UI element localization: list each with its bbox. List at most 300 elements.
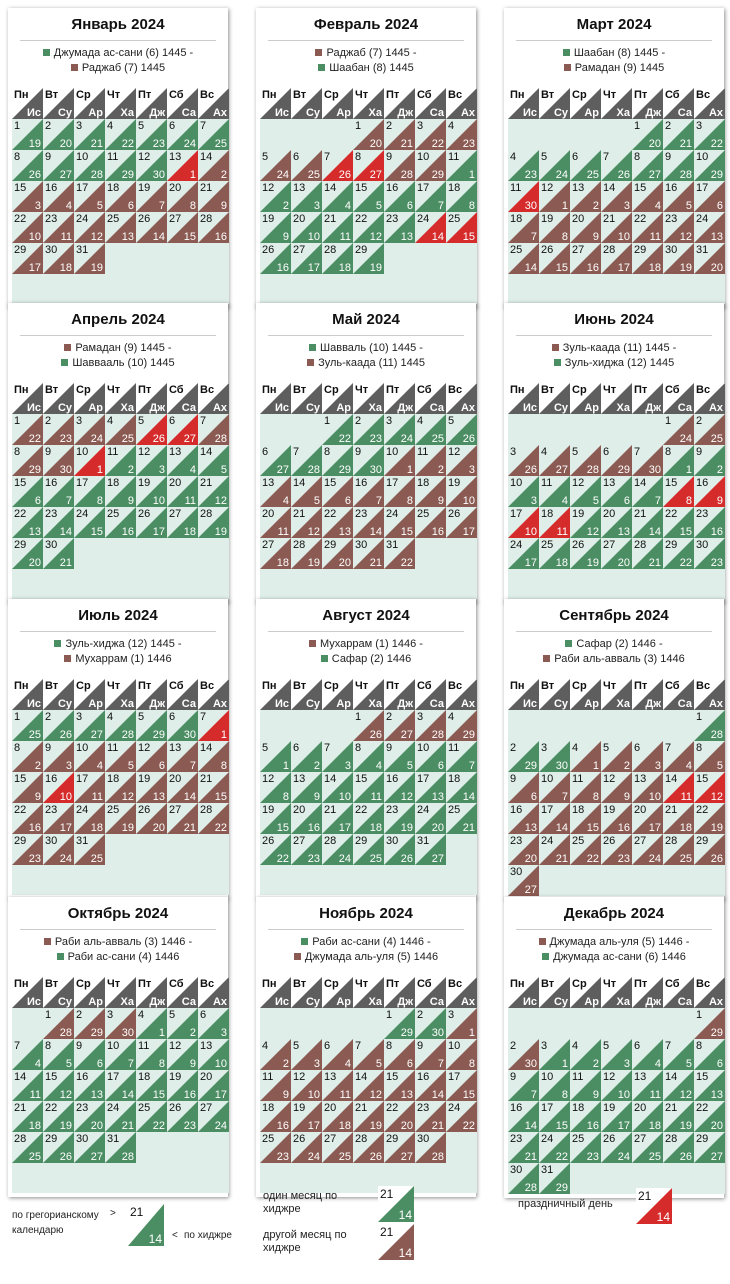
legend-swatch	[294, 953, 301, 960]
hijri-day: 10	[648, 791, 661, 803]
hijri-day: 17	[152, 526, 165, 538]
gregorian-day: 8	[14, 742, 21, 754]
hijri-day: 10	[462, 495, 475, 507]
hijri-day: 22	[462, 1120, 475, 1132]
hijri-day: 23	[369, 433, 382, 445]
month-legend-item	[504, 951, 724, 963]
gregorian-day: Чт	[107, 680, 121, 692]
day-cell	[508, 1039, 539, 1070]
hijri-day: 11	[339, 1089, 351, 1101]
hijri-day: 15	[90, 526, 103, 538]
day-cell	[12, 119, 43, 150]
month-grid	[12, 383, 229, 599]
title-divider	[20, 929, 216, 930]
gregorian-day: 23	[665, 213, 678, 225]
gregorian-day: Чт	[355, 680, 369, 692]
hijri-day: 26	[28, 169, 41, 181]
hijri-day: 24	[338, 853, 351, 865]
gregorian-day: 2	[386, 711, 393, 723]
hijri-day: 13	[524, 822, 537, 834]
hijri-day: 22	[121, 138, 134, 150]
gregorian-day: 6	[572, 151, 579, 163]
weekday-header	[74, 88, 105, 119]
day-cell	[570, 834, 601, 865]
day-cell	[415, 834, 446, 865]
day-cell	[167, 212, 198, 243]
hijri-day: 5	[96, 200, 103, 212]
hijri-day: 22	[431, 138, 444, 150]
hijri-day: 7	[468, 760, 475, 772]
hijri-day: 8	[189, 200, 196, 212]
hijri-day: Ис	[26, 402, 41, 414]
hijri-day: 13	[90, 1089, 103, 1101]
gregorian-day: 11	[107, 446, 119, 458]
gregorian-day: 4	[262, 1040, 269, 1052]
day-cell	[570, 1101, 601, 1132]
gregorian-day: 8	[634, 151, 641, 163]
day-cell	[415, 1101, 446, 1132]
hijri-day: 9	[592, 1089, 599, 1101]
gregorian-day: Сб	[665, 978, 680, 990]
legend-swatch	[318, 64, 325, 71]
gregorian-day: 9	[45, 151, 52, 163]
weekday-header	[570, 977, 601, 1008]
gregorian-day: 20	[169, 182, 182, 194]
gregorian-day: 5	[138, 120, 145, 132]
day-cell	[446, 741, 477, 772]
hijri-day: 22	[400, 557, 413, 569]
hijri-day: 21	[679, 138, 692, 150]
legend-text: Сафар (2) 1446 -	[576, 638, 663, 650]
day-cell	[446, 507, 477, 538]
day-cell	[136, 150, 167, 181]
hijri-day: 28	[524, 1182, 537, 1194]
gregorian-day: 17	[76, 773, 89, 785]
day-cell	[632, 212, 663, 243]
day-cell	[322, 834, 353, 865]
legend-text: Мухаррам (1) 1446 -	[320, 638, 423, 650]
gregorian-day: 2	[510, 1040, 517, 1052]
day-cell	[74, 834, 105, 865]
gregorian-day: 3	[510, 446, 517, 458]
gregorian-day: 13	[634, 1071, 647, 1083]
gregorian-day: 4	[448, 711, 455, 723]
gregorian-day: 31	[541, 1164, 554, 1176]
hijri-day: 14	[462, 791, 475, 803]
gregorian-day: 3	[76, 711, 83, 723]
gregorian-day: Вт	[541, 384, 555, 396]
gregorian-day: Чт	[603, 680, 617, 692]
gregorian-day: Пн	[510, 384, 525, 396]
gregorian-day: 30	[417, 1133, 430, 1145]
gregorian-day: 10	[510, 477, 523, 489]
gregorian-day: 15	[14, 182, 27, 194]
gregorian-day: 17	[510, 508, 523, 520]
day-cell	[43, 803, 74, 834]
gregorian-day: Чт	[107, 978, 121, 990]
gregorian-day: 26	[603, 835, 616, 847]
weekday-header	[260, 383, 291, 414]
hijri-day: 29	[462, 729, 475, 741]
hijri-day: 14	[648, 526, 661, 538]
hijri-day: 27	[431, 853, 444, 865]
legend-swatch	[563, 49, 570, 56]
month-card	[504, 897, 724, 1198]
hijri-day: Ха	[616, 698, 630, 710]
hijri-day: 28	[710, 729, 723, 741]
hijri-day: 24	[648, 853, 661, 865]
hijri-day: 1	[685, 464, 692, 476]
day-cell	[601, 1132, 632, 1163]
hijri-day: 8	[220, 760, 227, 772]
hijri-day: 5	[65, 1058, 72, 1070]
gregorian-day: 28	[200, 804, 213, 816]
holiday-example	[636, 1188, 672, 1224]
gregorian-day: 7	[355, 1040, 362, 1052]
hijri-day: 12	[369, 1089, 382, 1101]
day-cell	[694, 243, 725, 274]
gregorian-day: 21	[603, 213, 616, 225]
gregorian-day: 8	[355, 151, 362, 163]
hijri-day: Ха	[368, 996, 382, 1008]
hijri-day: 6	[716, 200, 723, 212]
hijri-day: 2	[592, 200, 599, 212]
weekday-header	[415, 383, 446, 414]
day-cell	[260, 1132, 291, 1163]
hijri-day: 14	[524, 1120, 537, 1132]
day-cell	[43, 212, 74, 243]
day-cell	[260, 1070, 291, 1101]
hijri-day: Су	[305, 698, 320, 710]
weekday-header	[663, 679, 694, 710]
hijri-day: 1	[561, 200, 568, 212]
hijri-day: 9	[282, 1089, 289, 1101]
legend-text: Раби аль-авваль (3) 1446	[554, 653, 685, 665]
month-card	[8, 8, 228, 308]
hijri-day: 18	[338, 1120, 351, 1132]
gregorian-arrow: >	[110, 1208, 116, 1219]
hijri-day: 21	[462, 822, 475, 834]
gregorian-day: 20	[200, 1071, 213, 1083]
month-title: Май 2024	[332, 311, 400, 328]
hijri-day: Ар	[584, 107, 599, 119]
gregorian-day: 14	[634, 477, 647, 489]
hijri-day: Ис	[274, 698, 289, 710]
day-cell	[43, 507, 74, 538]
day-cell	[43, 1039, 74, 1070]
day-cell	[570, 772, 601, 803]
weekday-header	[632, 88, 663, 119]
gregorian-day: 13	[603, 477, 616, 489]
gregorian-day: 30	[510, 866, 523, 878]
gregorian-day: 18	[572, 804, 585, 816]
hijri-day: 24	[90, 433, 103, 445]
gregorian-day: 4	[138, 1009, 145, 1021]
hijri-day: 17	[617, 262, 630, 274]
day-cell	[105, 772, 136, 803]
hijri-day: 16	[617, 822, 630, 834]
hijri-day: 20	[710, 262, 723, 274]
day-cell	[136, 445, 167, 476]
month-legend-item	[256, 936, 476, 948]
hijri-day: 18	[338, 262, 351, 274]
weekday-header	[260, 679, 291, 710]
hijri-day: 5	[127, 760, 134, 772]
hijri-day: 3	[654, 760, 661, 772]
gregorian-day: 26	[138, 804, 151, 816]
day-cell	[384, 476, 415, 507]
hijri-day: 17	[59, 822, 72, 834]
gregorian-day: 16	[45, 182, 58, 194]
day-cell	[198, 150, 229, 181]
hijri-day: Са	[429, 107, 444, 119]
gregorian-day: Пн	[14, 384, 29, 396]
day-cell	[446, 1101, 477, 1132]
month-legend-item	[256, 638, 476, 650]
weekday-header	[43, 383, 74, 414]
day-cell	[12, 445, 43, 476]
month-card	[256, 599, 476, 899]
gregorian-day: 16	[386, 182, 399, 194]
day-cell	[136, 772, 167, 803]
hijri-day: 29	[555, 1182, 568, 1194]
day-cell	[322, 476, 353, 507]
day-cell	[415, 445, 446, 476]
gregorian-day: Вс	[200, 89, 215, 101]
gregorian-day: Чт	[107, 384, 121, 396]
legend-swatch	[54, 640, 61, 647]
gregorian-day: 23	[386, 213, 399, 225]
hijri-day: 11	[29, 1089, 41, 1101]
gregorian-day: 2	[45, 711, 52, 723]
gregorian-day: 21	[638, 1189, 652, 1203]
day-cell	[260, 445, 291, 476]
day-cell	[415, 1039, 446, 1070]
hijri-day: 8	[592, 791, 599, 803]
hijri-day: 26	[59, 1151, 72, 1163]
gregorian-day: 21	[380, 1187, 394, 1201]
hijri-day: 3	[65, 760, 72, 772]
weekday-header	[198, 88, 229, 119]
hijri-day: Са	[429, 996, 444, 1008]
hijri-day: 8	[561, 1089, 568, 1101]
day-cell	[167, 181, 198, 212]
hijri-day: 21	[431, 1120, 444, 1132]
hijri-day: 8	[282, 791, 289, 803]
gregorian-day: 24	[417, 804, 430, 816]
gregorian-day: 23	[510, 835, 523, 847]
hijri-arrow: <	[172, 1230, 178, 1241]
gregorian-day: 19	[138, 477, 151, 489]
weekday-header	[508, 88, 539, 119]
day-cell	[136, 507, 167, 538]
legend-text: Сафар (2) 1446	[331, 653, 412, 665]
gregorian-day: 22	[45, 1102, 58, 1114]
hijri-day: 29	[710, 169, 723, 181]
weekday-header	[570, 679, 601, 710]
hijri-day: 25	[648, 1151, 661, 1163]
month-grid	[260, 88, 477, 304]
day-cell	[415, 150, 446, 181]
gregorian-day: 7	[14, 1040, 21, 1052]
gregorian-day: Пн	[510, 978, 525, 990]
day-cell	[260, 772, 291, 803]
hijri-day: 19	[28, 138, 41, 150]
hijri-day: 15	[679, 526, 692, 538]
day-cell	[105, 150, 136, 181]
gregorian-day: 19	[448, 477, 461, 489]
hijri-day: 25	[28, 1151, 41, 1163]
day-cell	[198, 1039, 229, 1070]
hijri-day: 14	[555, 822, 568, 834]
gregorian-day: Вт	[541, 680, 555, 692]
legend-text: Шаввааль (10) 1445	[72, 357, 175, 369]
weekday-header	[260, 88, 291, 119]
hijri-day: 19	[369, 1120, 382, 1132]
day-cell	[12, 538, 43, 569]
day-cell	[167, 445, 198, 476]
hijri-day: 16	[183, 1089, 196, 1101]
day-cell	[198, 476, 229, 507]
hijri-day: 28	[307, 464, 320, 476]
day-cell	[632, 1132, 663, 1163]
hijri-day: Ах	[708, 698, 723, 710]
hijri-day: 11	[680, 791, 692, 803]
hijri-day: 6	[127, 200, 134, 212]
gregorian-day: Сб	[665, 384, 680, 396]
hijri-day: 25	[710, 433, 723, 445]
day-cell	[694, 1101, 725, 1132]
gregorian-day: 24	[386, 508, 399, 520]
gregorian-day: 10	[541, 773, 554, 785]
hijri-day: 28	[586, 464, 599, 476]
hijri-day: 28	[59, 1027, 72, 1039]
gregorian-day: 8	[14, 446, 21, 458]
day-cell	[136, 741, 167, 772]
weekday-header	[291, 383, 322, 414]
gregorian-day: Ср	[76, 89, 91, 101]
hijri-day: 15	[555, 262, 568, 274]
legend-swatch	[57, 953, 64, 960]
day-cell	[260, 476, 291, 507]
hijri-day: 14	[183, 791, 196, 803]
day-cell	[508, 445, 539, 476]
gregorian-day: Вт	[293, 680, 307, 692]
gregorian-day: 21	[14, 1102, 27, 1114]
legend-swatch	[565, 640, 572, 647]
hijri-day: 13	[710, 231, 723, 243]
gregorian-day: 3	[76, 415, 83, 427]
hijri-day: 2	[313, 760, 320, 772]
hijri-day: 25	[214, 138, 227, 150]
day-cell	[105, 507, 136, 538]
gregorian-day: 12	[262, 773, 275, 785]
hijri-day: 30	[121, 1027, 134, 1039]
gregorian-day: 18	[448, 182, 461, 194]
month-legend-item	[8, 342, 228, 354]
gregorian-day: 15	[696, 773, 709, 785]
day-cell	[198, 445, 229, 476]
hijri-day: 3	[158, 464, 165, 476]
hijri-day: Су	[305, 996, 320, 1008]
day-cell	[446, 710, 477, 741]
day-cell	[663, 1039, 694, 1070]
month-legend-item	[8, 653, 228, 665]
day-cell	[415, 803, 446, 834]
hijri-day: 15	[214, 791, 227, 803]
legend-swatch	[564, 64, 571, 71]
day-cell	[105, 1008, 136, 1039]
day-cell	[322, 772, 353, 803]
gregorian-day: 8	[665, 446, 672, 458]
day-cell	[105, 119, 136, 150]
weekday-header	[12, 679, 43, 710]
hijri-day: Ар	[336, 698, 351, 710]
gregorian-day: 5	[138, 415, 145, 427]
hijri-day: 10	[307, 1089, 320, 1101]
gregorian-day: 22	[14, 804, 27, 816]
gregorian-day: 22	[355, 804, 368, 816]
hijri-day: Ах	[708, 996, 723, 1008]
day-cell	[632, 772, 663, 803]
day-cell	[136, 414, 167, 445]
gregorian-day: 16	[386, 773, 399, 785]
month-legend-item	[504, 653, 724, 665]
hijri-day: 9	[437, 495, 444, 507]
day-cell	[260, 243, 291, 274]
hijri-day: 18	[555, 557, 568, 569]
day-cell	[694, 834, 725, 865]
gregorian-day: 29	[324, 539, 337, 551]
hijri-day: 30	[555, 760, 568, 772]
gregorian-day: 21	[634, 508, 647, 520]
legend-swatch	[315, 49, 322, 56]
month-card	[504, 599, 724, 900]
weekday-header	[322, 88, 353, 119]
hijri-day: Дж	[397, 107, 413, 119]
gregorian-day: 5	[169, 1009, 176, 1021]
hijri-day: Ах	[460, 698, 475, 710]
hijri-day: Су	[553, 107, 568, 119]
day-cell	[539, 1132, 570, 1163]
day-cell	[694, 1132, 725, 1163]
hijri-day: 10	[214, 1058, 227, 1070]
other-month-example	[378, 1224, 414, 1260]
gregorian-day: 18	[572, 1102, 585, 1114]
hijri-day: 16	[586, 262, 599, 274]
hijri-day: 19	[586, 557, 599, 569]
gregorian-day: 19	[603, 804, 616, 816]
day-cell	[74, 507, 105, 538]
day-cell	[384, 150, 415, 181]
gregorian-day: 20	[572, 213, 585, 225]
day-cell	[260, 803, 291, 834]
day-cell	[446, 414, 477, 445]
day-cell	[12, 741, 43, 772]
day-cell	[570, 1039, 601, 1070]
gregorian-day: Вт	[45, 384, 59, 396]
hijri-day: 22	[214, 822, 227, 834]
hijri-day: 6	[406, 200, 413, 212]
hijri-day: 28	[121, 1151, 134, 1163]
hijri-day: 22	[710, 138, 723, 150]
hijri-day: 27	[90, 1151, 103, 1163]
gregorian-day: 2	[45, 120, 52, 132]
hijri-day: 24	[214, 1120, 227, 1132]
hijri-day: 24	[276, 169, 289, 181]
day-cell	[353, 772, 384, 803]
gregorian-day: 7	[200, 711, 207, 723]
